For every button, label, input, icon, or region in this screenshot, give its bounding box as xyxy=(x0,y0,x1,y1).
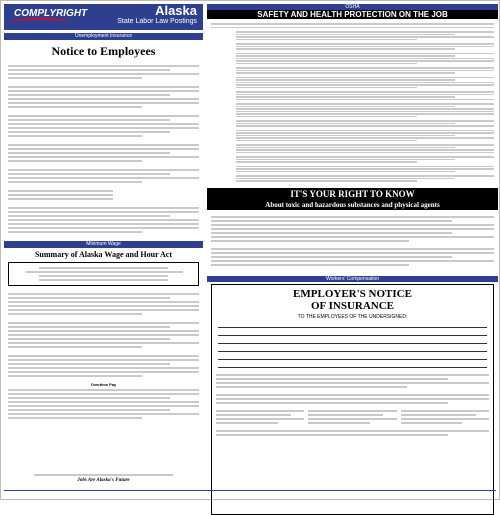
osha-body xyxy=(207,19,498,186)
adjuster-field[interactable] xyxy=(218,362,487,368)
notice-title: Notice to Employees xyxy=(51,44,156,58)
brand-header xyxy=(4,4,203,30)
osha-bar: OSHA xyxy=(207,4,498,10)
right-column xyxy=(207,4,498,491)
poster-title xyxy=(117,4,197,26)
brand-logo: COMPLYRIGHT xyxy=(14,8,88,19)
employer-notice-title: EMPLOYER'S NOTICE OF INSURANCE xyxy=(293,287,412,312)
logo-swoosh-icon xyxy=(10,18,70,26)
insurer-address-field[interactable] xyxy=(218,346,487,352)
left-column xyxy=(4,4,203,491)
state-name: Alaska xyxy=(155,3,197,18)
notice-body xyxy=(4,61,203,237)
workers-comp-bar: Workers' Compensation xyxy=(207,276,498,282)
right-to-know-body xyxy=(207,212,498,270)
employer-notice xyxy=(211,284,494,515)
poster-footer xyxy=(4,490,496,497)
jobs-tagline: Jobs Are Alaska's Future xyxy=(77,478,130,483)
right-to-know-subtitle: About toxic and hazardous substances and physical agents xyxy=(207,200,498,210)
wage-summary-body xyxy=(4,289,203,423)
insurer-name-field[interactable] xyxy=(218,338,487,344)
right-to-know-title: IT'S YOUR RIGHT TO KNOW xyxy=(207,188,498,200)
employer-name-field[interactable] xyxy=(218,322,487,328)
policy-number-field[interactable] xyxy=(218,354,487,360)
overtime-heading: Overtime Pay xyxy=(90,382,117,387)
minimum-wage-bar: Minimum Wage xyxy=(4,241,203,248)
osha-title: SAFETY AND HEALTH PROTECTION ON THE JOB xyxy=(207,10,498,19)
poster-subtitle: State Labor Law Postings xyxy=(117,18,197,25)
unemployment-bar: Unemployment Insurance xyxy=(4,33,203,40)
minimum-wage-box xyxy=(8,262,199,286)
employer-address-field[interactable] xyxy=(218,330,487,336)
wage-hour-summary-title: Summary of Alaska Wage and Hour Act xyxy=(34,250,173,259)
to-employees-line: TO THE EMPLOYEES OF THE UNDERSIGNED: xyxy=(297,313,408,320)
